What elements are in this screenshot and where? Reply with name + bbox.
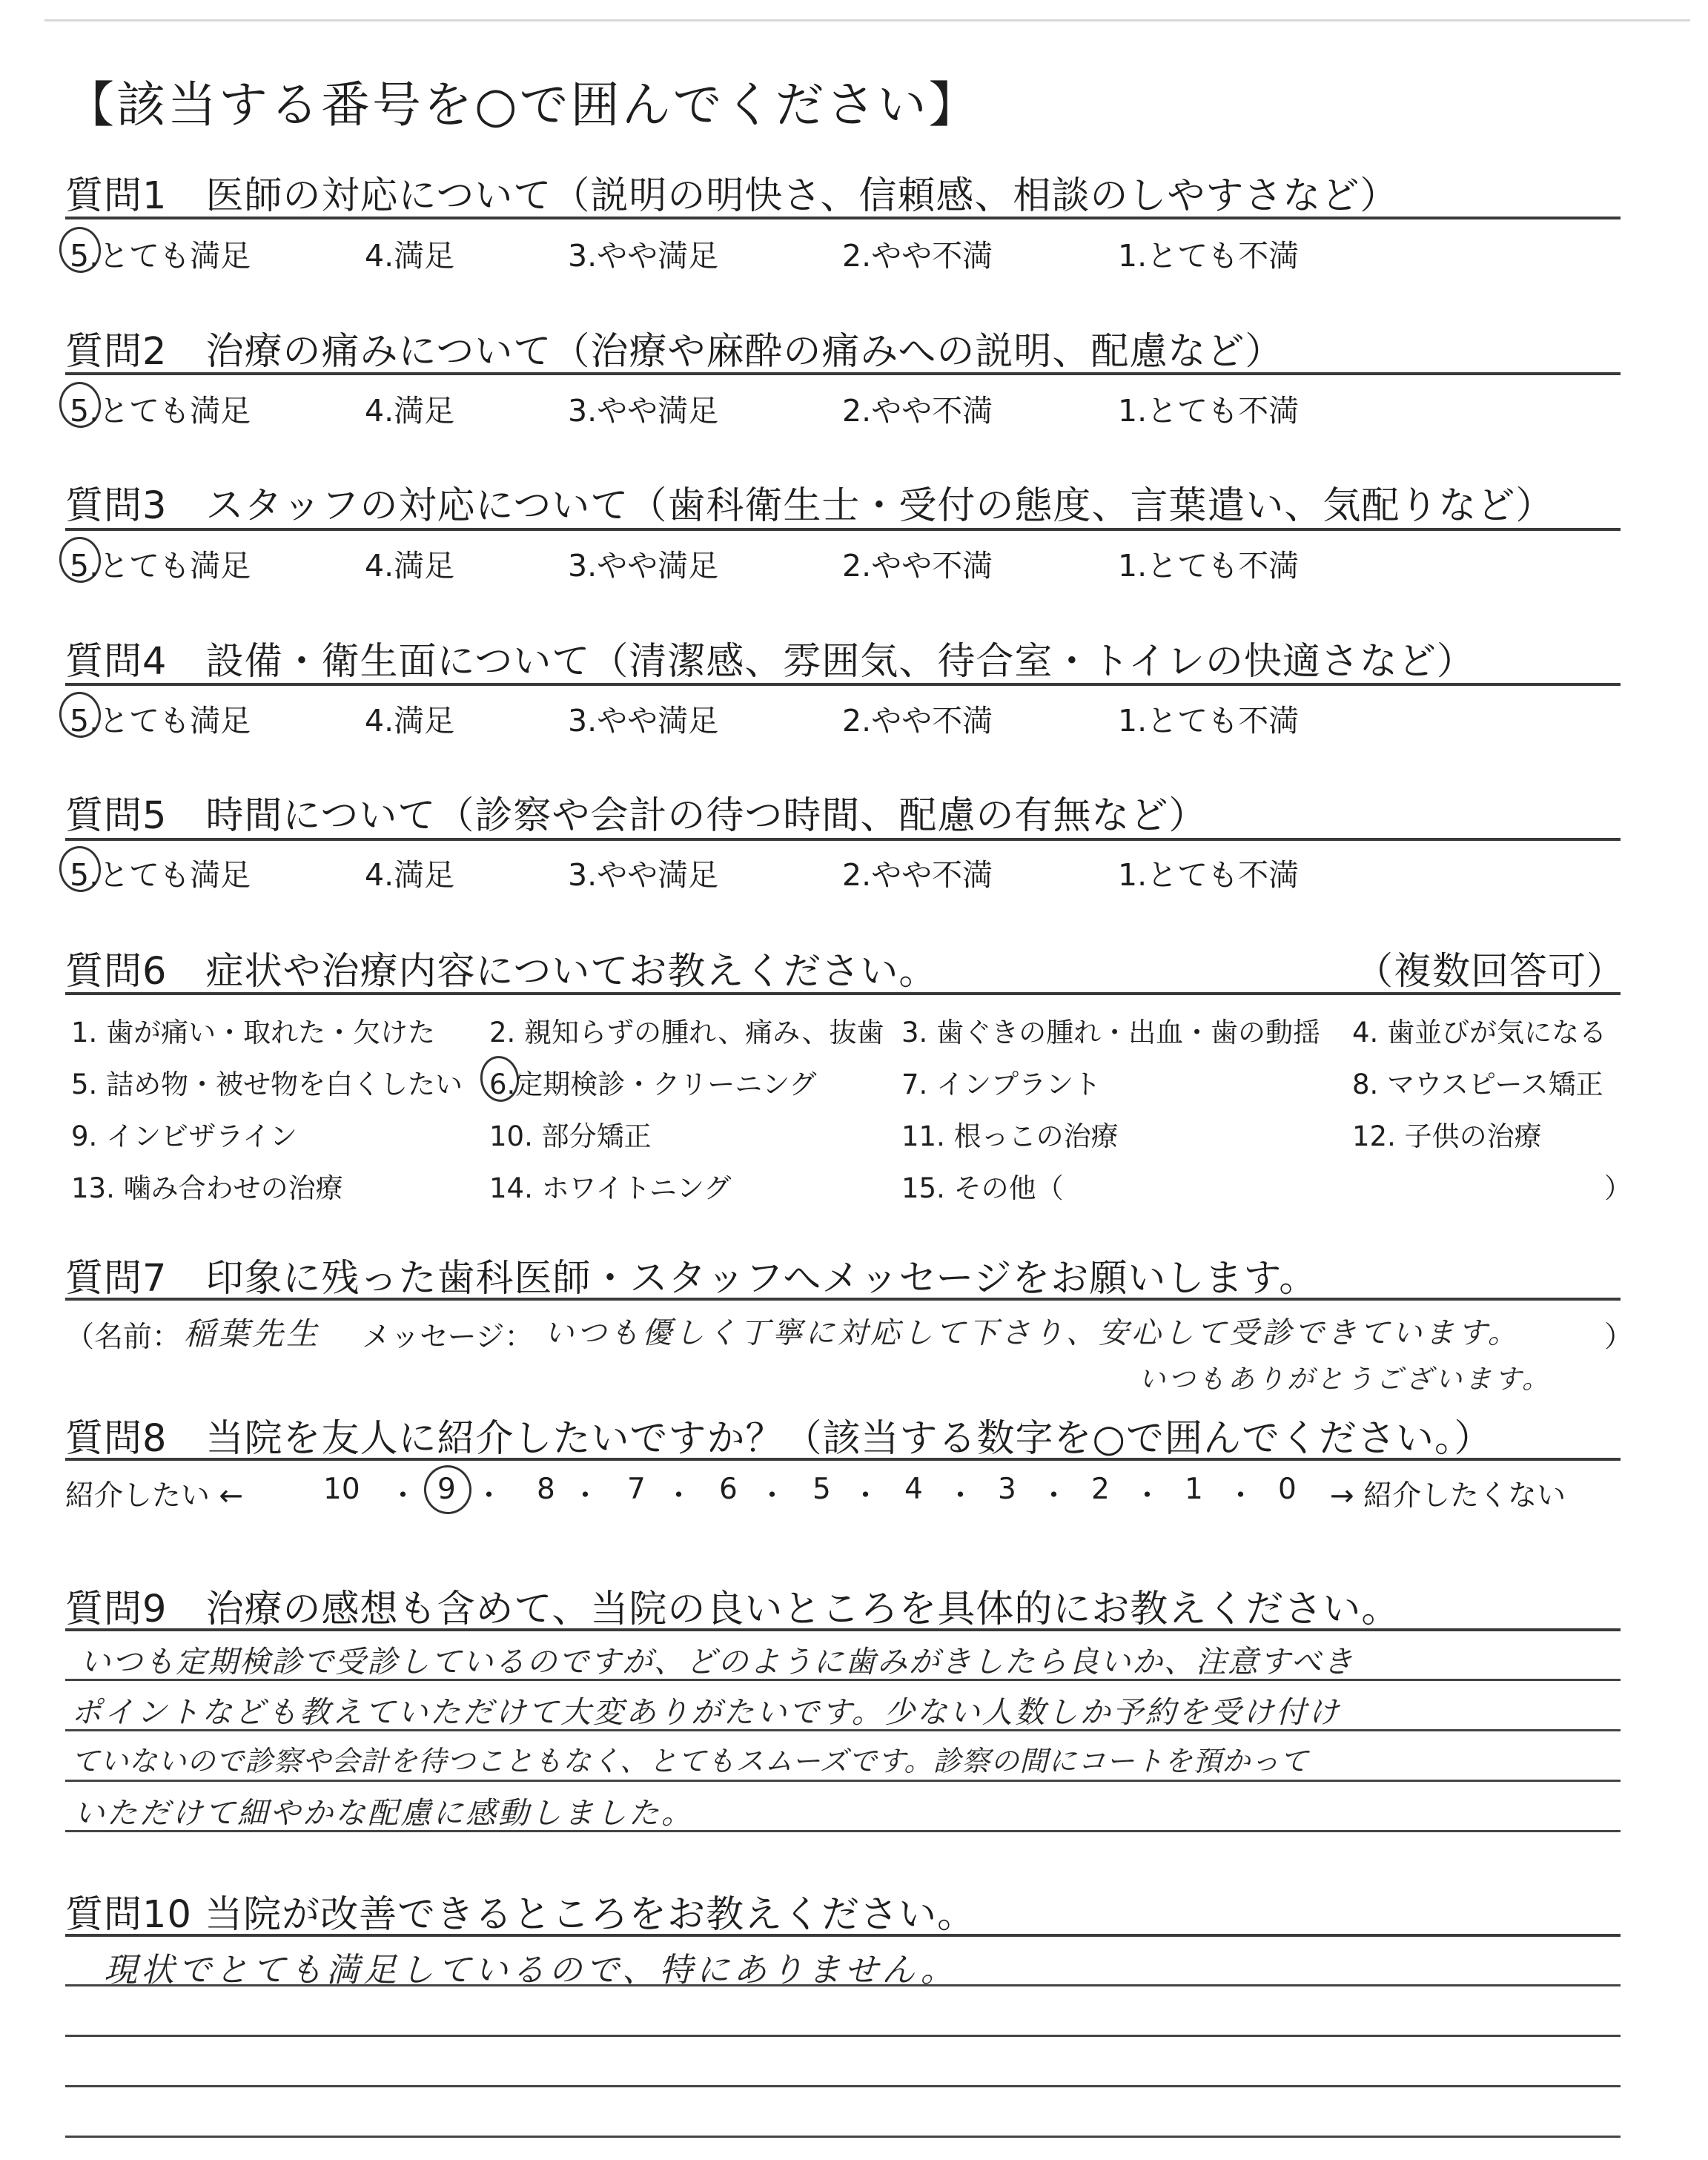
rating-option-2[interactable]: 2.やや不満: [842, 857, 993, 893]
scale-value-10[interactable]: 10: [323, 1473, 360, 1506]
question-3-rule: [65, 528, 1621, 531]
rating-option-3[interactable]: 3.やや満足: [568, 703, 719, 739]
scale-value-7[interactable]: 7: [627, 1473, 646, 1506]
question-6-title: 質問6 症状や治療内容についてお教えください。: [65, 950, 938, 994]
scale-value-2[interactable]: 2: [1091, 1473, 1110, 1506]
handwritten-message-line-1: いつも優しく丁寧に対応して下さり、安心して受診できています。: [544, 1316, 1520, 1350]
scale-separator: ・: [474, 1479, 504, 1513]
answer-line: [65, 2035, 1621, 2037]
symptom-option-3[interactable]: 3. 歯ぐきの腫れ・出血・歯の動揺: [901, 1017, 1321, 1048]
scale-separator: ・: [946, 1479, 976, 1513]
rating-option-4[interactable]: 4.満足: [365, 238, 455, 274]
message-label: メッセージ：: [362, 1321, 534, 1354]
question-4-rule: [65, 683, 1621, 686]
rating-option-5[interactable]: 5.とても満足: [70, 238, 251, 274]
handwritten-answer-line-1: いつも定期検診で受診しているのですが、どのように歯みがきしたら良いか、注意すべき: [80, 1644, 1355, 1680]
handwritten-answer-line-4: いただけて細やかな配慮に感動しました。: [74, 1795, 694, 1831]
symptom-option-6[interactable]: 6.定期検診・クリーニング: [489, 1069, 817, 1100]
handwritten-improvement-answer: 現状でとても満足しているので、特にありません。: [104, 1950, 958, 1989]
symptom-option-15[interactable]: 15. その他（: [901, 1172, 1064, 1204]
multiple-answers-note: （複数回答可）: [1355, 950, 1626, 994]
symptom-option-8[interactable]: 8. マウスピース矯正: [1352, 1069, 1603, 1100]
scale-separator: ・: [1226, 1479, 1256, 1513]
scale-value-6[interactable]: 6: [719, 1473, 738, 1506]
rating-option-4[interactable]: 4.満足: [365, 548, 455, 584]
rating-option-4[interactable]: 4.満足: [365, 703, 455, 739]
handwritten-name: 稲葉先生: [184, 1315, 321, 1352]
question-1-title: 質問1 医師の対応について（説明の明快さ、信頼感、相談のしやすさなど）: [65, 174, 1399, 218]
handwritten-answer-line-3: ていないので診察や会計を待つこともなく、とてもスムーズです。診察の間にコートを預かって: [71, 1745, 1309, 1777]
scale-separator: ・: [1133, 1479, 1162, 1513]
other-close-paren: ）: [1604, 1172, 1632, 1204]
rating-option-2[interactable]: 2.やや不満: [842, 238, 993, 274]
message-close-paren: ）: [1604, 1321, 1634, 1354]
question-10-rule: [65, 1934, 1621, 1937]
rating-option-1[interactable]: 1.とても不満: [1118, 238, 1300, 274]
question-10-title: 質問10 当院が改善できるところをお教えください。: [65, 1893, 976, 1937]
symptom-option-4[interactable]: 4. 歯並びが気になる: [1352, 1017, 1607, 1048]
handwritten-answer-line-2: ポイントなども教えていただけて大変ありがたいです。少ない人数しか予約を受け付け: [71, 1694, 1341, 1730]
rating-option-3[interactable]: 3.やや満足: [568, 548, 719, 584]
scale-value-0[interactable]: 0: [1278, 1473, 1297, 1506]
question-2-title: 質問2 治療の痛みについて（治療や麻酔の痛みへの説明、配慮など）: [65, 330, 1284, 374]
rating-option-2[interactable]: 2.やや不満: [842, 703, 993, 739]
scale-separator: ・: [664, 1479, 694, 1513]
rating-option-5[interactable]: 5.とても満足: [70, 703, 251, 739]
answer-line: [65, 2085, 1621, 2087]
symptom-option-7[interactable]: 7. インプラント: [901, 1069, 1102, 1100]
question-6-rule: [65, 992, 1621, 995]
rating-option-2[interactable]: 2.やや不満: [842, 393, 993, 429]
symptom-option-2[interactable]: 2. 親知らずの腫れ、痛み、抜歯: [489, 1017, 884, 1048]
scale-value-5[interactable]: 5: [812, 1473, 831, 1506]
rating-option-5[interactable]: 5.とても満足: [70, 857, 251, 893]
rating-option-1[interactable]: 1.とても不満: [1118, 548, 1300, 584]
symptom-option-14[interactable]: 14. ホワイトニング: [489, 1172, 732, 1204]
symptom-option-13[interactable]: 13. 噛み合わせの治療: [71, 1172, 343, 1204]
answer-line: [65, 2136, 1621, 2138]
rating-option-1[interactable]: 1.とても不満: [1118, 393, 1300, 429]
question-5-rule: [65, 838, 1621, 841]
scale-separator: ・: [1039, 1479, 1069, 1513]
symptom-option-9[interactable]: 9. インビザライン: [71, 1120, 297, 1152]
symptom-option-1[interactable]: 1. 歯が痛い・取れた・欠けた: [71, 1017, 436, 1048]
question-9-rule: [65, 1628, 1621, 1631]
handwritten-message-line-2: いつもありがとうございます。: [1139, 1364, 1552, 1395]
rating-option-2[interactable]: 2.やや不満: [842, 548, 993, 584]
symptom-option-10[interactable]: 10. 部分矯正: [489, 1120, 652, 1152]
question-8-rule: [65, 1458, 1621, 1461]
question-2-rule: [65, 372, 1621, 375]
scale-separator: ・: [571, 1479, 600, 1513]
symptom-option-5[interactable]: 5. 詰め物・被せ物を白くしたい: [71, 1069, 463, 1100]
question-4-title: 質問4 設備・衛生面について（清潔感、雰囲気、待合室・トイレの快適さなど）: [65, 640, 1475, 684]
question-9-title: 質問9 治療の感想も含めて、当院の良いところを具体的にお教えください。: [65, 1588, 1400, 1631]
question-7-title: 質問7 印象に残った歯科医師・スタッフへメッセージをお願いします。: [65, 1257, 1318, 1301]
rating-option-3[interactable]: 3.やや満足: [568, 238, 719, 274]
scale-separator: ・: [758, 1479, 787, 1513]
scale-value-8[interactable]: 8: [537, 1473, 555, 1506]
question-3-title: 質問3 スタッフの対応について（歯科衛生士・受付の態度、言葉遣い、気配りなど）: [65, 484, 1555, 528]
rating-option-5[interactable]: 5.とても満足: [70, 393, 251, 429]
symptom-option-12[interactable]: 12. 子供の治療: [1352, 1120, 1542, 1152]
scale-left-label: 紹介したい ←: [65, 1479, 244, 1513]
question-8-title: 質問8 当院を友人に紹介したいですか？（該当する数字を○で囲んでください。）: [65, 1417, 1493, 1461]
name-label: （名前：: [65, 1321, 182, 1354]
question-5-title: 質問5 時間について（診察や会計の待つ時間、配慮の有無など）: [65, 794, 1208, 838]
instruction-header: 【該当する番号を○で囲んでください】: [65, 76, 980, 133]
answer-line: [65, 1780, 1621, 1782]
rating-option-4[interactable]: 4.満足: [365, 857, 455, 893]
rating-option-3[interactable]: 3.やや満足: [568, 857, 719, 893]
rating-option-1[interactable]: 1.とても不満: [1118, 703, 1300, 739]
scale-value-9[interactable]: 9: [437, 1473, 456, 1506]
scale-value-3[interactable]: 3: [998, 1473, 1016, 1506]
scale-value-1[interactable]: 1: [1185, 1473, 1203, 1506]
scale-separator: ・: [851, 1479, 881, 1513]
rating-option-1[interactable]: 1.とても不満: [1118, 857, 1300, 893]
rating-option-3[interactable]: 3.やや満足: [568, 393, 719, 429]
rating-option-5[interactable]: 5.とても満足: [70, 548, 251, 584]
question-7-rule: [65, 1298, 1621, 1301]
top-edge-line: [44, 19, 1690, 22]
scale-right-label: → 紹介したくない: [1330, 1479, 1566, 1513]
rating-option-4[interactable]: 4.満足: [365, 393, 455, 429]
scale-value-4[interactable]: 4: [904, 1473, 923, 1506]
scale-separator: ・: [388, 1479, 418, 1513]
question-1-rule: [65, 217, 1621, 219]
symptom-option-11[interactable]: 11. 根っこの治療: [901, 1120, 1119, 1152]
